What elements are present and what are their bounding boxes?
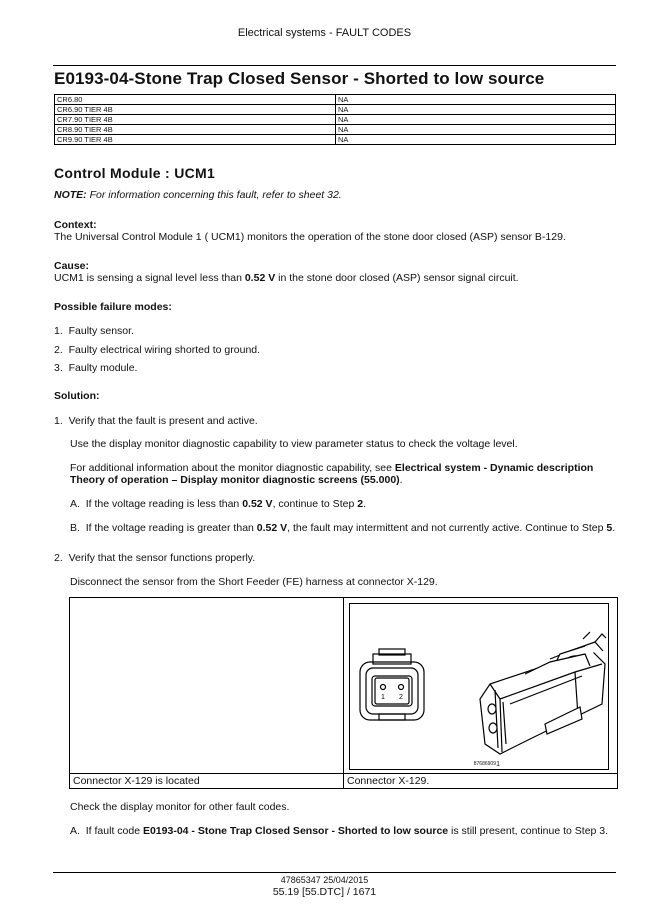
table-row	[55, 115, 616, 125]
model-cell: CR7.90 TIER 4B	[55, 115, 336, 125]
list-item: 2. Faulty electrical wiring shorted to ground.	[54, 344, 261, 356]
figure-number: 1	[496, 761, 500, 768]
note-text: For information concerning this fault, refer to sheet 32.	[89, 189, 342, 201]
table-row	[55, 135, 616, 145]
step-1-para-1: Use the display monitor diagnostic capability to view parameter status to check the voltage level.	[70, 438, 518, 450]
control-module-heading: Control Module : UCM1	[54, 165, 216, 181]
step-2-a: A. If fault code E0193-04 - Stone Trap Closed Sensor - Shorted to low source is still present, continue to Step 3.	[70, 825, 609, 837]
list-item: 3. Faulty module.	[54, 362, 138, 374]
step-1-b: B. If the voltage reading is greater than 0.52 V, the fault may intermittent and not currently active. Continue to Step 5.	[70, 522, 616, 534]
models-table	[54, 94, 616, 145]
note	[54, 189, 342, 201]
value-cell: NA	[336, 135, 616, 145]
step-2: 2. Verify that the sensor functions properly.	[54, 552, 256, 564]
cause-label: Cause:	[54, 260, 90, 272]
value-cell: NA	[336, 115, 616, 125]
note-label: NOTE:	[54, 189, 87, 201]
page-header: Electrical systems - FAULT CODES	[237, 27, 412, 39]
context-label: Context:	[54, 219, 97, 231]
model-cell: CR9.90 TIER 4B	[55, 135, 336, 145]
figure-location-cell	[70, 598, 344, 773]
step-1: 1. Verify that the fault is present and active.	[54, 415, 258, 427]
solution-label: Solution:	[54, 390, 100, 402]
fault-title: E0193-04-Stone Trap Closed Sensor - Shorted to low source	[54, 69, 545, 88]
figure-connector-cell	[344, 598, 617, 773]
connector-figure	[349, 603, 609, 770]
header-rule	[53, 65, 616, 66]
footer-page: 55.19 [55.DTC] / 1671	[272, 886, 377, 898]
pin-1-label: 1	[381, 694, 385, 701]
step-1-para-2: For additional information about the monitor diagnostic capability, see Electrical system - Dynamic description Theory of operation – Display monitor diagnostic screens (55.000).	[70, 462, 594, 486]
list-item: 1. Faulty sensor.	[54, 325, 134, 337]
model-cell: CR8.90 TIER 4B	[55, 125, 336, 135]
footer-doc: 47865347 25/04/2015	[280, 875, 369, 885]
step-2-para-1: Disconnect the sensor from the Short Feeder (FE) harness at connector X-129.	[70, 576, 438, 588]
table-row	[55, 125, 616, 135]
connector-illustration	[350, 604, 608, 769]
cause-text: UCM1 is sensing a signal level less than 0.52 V in the stone door closed (ASP) sensor signal circuit.	[54, 272, 519, 284]
table-row	[55, 95, 616, 105]
figure-id: 87686909	[473, 761, 496, 767]
table-row	[55, 105, 616, 115]
value-cell: NA	[336, 105, 616, 115]
model-cell: CR6.80	[55, 95, 336, 105]
context-text: The Universal Control Module 1 ( UCM1) monitors the operation of the stone door closed (ASP) sensor B-129.	[54, 231, 566, 243]
pin-2-label: 2	[399, 694, 403, 701]
failure-modes-label: Possible failure modes:	[54, 301, 172, 313]
figure-table	[69, 597, 618, 789]
caption-row	[70, 773, 617, 788]
caption-location: Connector X-129 is located	[73, 775, 200, 787]
caption-connector: Connector X-129.	[347, 775, 430, 787]
value-cell: NA	[336, 95, 616, 105]
step-1-a: A. If the voltage reading is less than 0.52 V, continue to Step 2.	[70, 498, 366, 510]
value-cell: NA	[336, 125, 616, 135]
footer-rule	[53, 872, 616, 873]
cause-value: 0.52 V	[244, 272, 276, 284]
step-2-para-2: Check the display monitor for other fault codes.	[70, 801, 290, 813]
model-cell: CR6.90 TIER 4B	[55, 105, 336, 115]
